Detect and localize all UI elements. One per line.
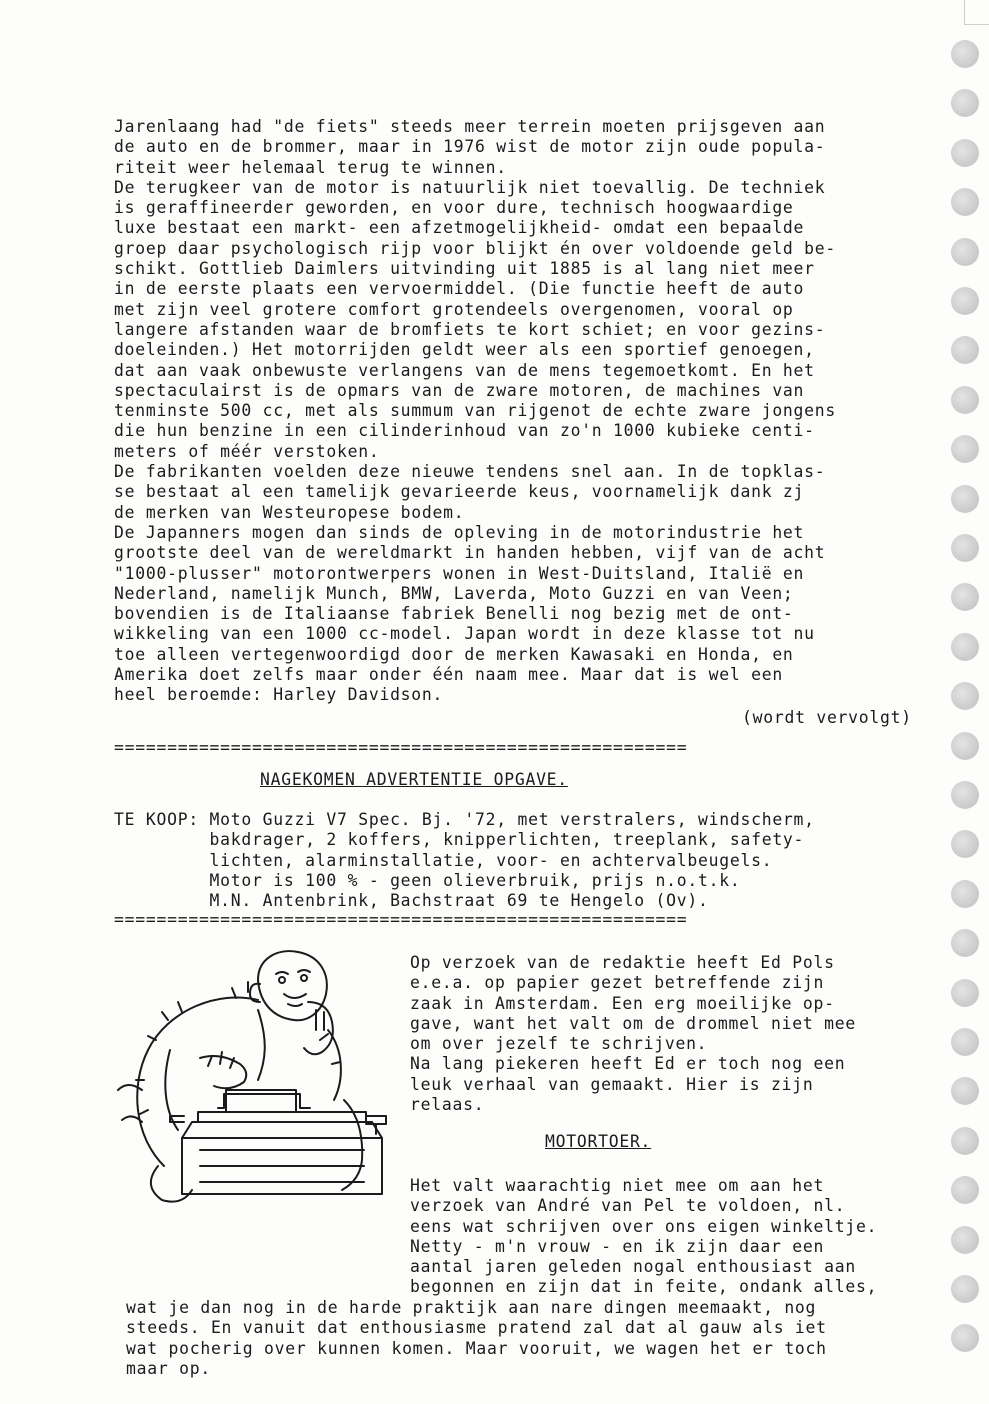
story-text-full [126,1298,827,1379]
binder-hole [951,1324,979,1352]
text-line: lichten, alarminstallatie, voor- en achtervalbeugels. [114,850,773,870]
text-line: se bestaat al een tamelijk gevarieerde keus, voornamelijk dank zj [114,482,805,502]
text-line: wat pocherig over kunnen komen. Maar vooruit, we wagen het er toch [126,1338,827,1358]
binder-hole [951,1127,979,1155]
text-line: in de eerste plaats een vervoermiddel. (Die functie heeft de auto [114,279,805,299]
text-line: Amerika doet zelfs maar onder één naam mee. Maar dat is wel een [114,665,783,685]
binder-hole [951,583,979,611]
text-line: is geraffineerder geworden, en voor dure, technisch hoogwaardige [114,198,794,218]
text-line: Jarenlaang had "de fiets" steeds meer terrein moeten prijsgeven aan [114,117,826,136]
text-line: TE KOOP: Moto Guzzi V7 Spec. Bj. '72, met verstralers, windscherm, [114,810,815,829]
text-line: zaak in Amsterdam. Een erg moeilijke op- [410,993,835,1013]
binder-holes [951,40,981,1404]
text-line: schikt. Gottlieb Daimlers uitvinding uit 1885 is al lang niet meer [114,259,815,279]
text-line: Nederland, namelijk Munch, BMW, Laverda, Moto Guzzi en van Veen; [114,583,794,603]
text-line: bovendien is de Italiaanse fabriek Benelli nog bezig met de ont- [114,604,794,624]
text-line: maar op. [126,1358,211,1378]
text-line: de merken van Westeuropese bodem. [114,502,465,522]
text-line: leuk verhaal van gemaakt. Hier is zijn [410,1074,814,1094]
binder-hole [951,880,979,908]
separator-bottom: ====================================================== [114,910,688,929]
text-line: De Japanners mogen dan sinds de opleving in de motorindustrie het [114,522,805,542]
binder-hole [951,188,979,216]
text-line: de auto en de brommer, maar in 1976 wist de motor zijn oude popula- [114,137,826,157]
monkey-at-typewriter-icon [108,940,400,1210]
text-line: e.e.a. op papier gezet betreffende zijn [410,973,825,993]
binder-hole [951,1226,979,1254]
text-line: bakdrager, 2 koffers, knipperlichten, treeplank, safety- [114,830,805,850]
continued-note: (wordt vervolgt) [742,708,912,727]
text-line: die hun benzine in een cilinderinhoud van zo'n 1000 kubieke centi- [114,421,815,441]
intro-text [410,953,856,1115]
binder-hole [951,979,979,1007]
text-line: spectaculairst is de opmars van de zware motoren, de machines van [114,380,805,400]
text-line: wikkeling van een 1000 cc-model. Japan wordt in deze klasse tot nu [114,624,815,644]
text-line: eens wat schrijven over ons eigen winkeltje. [410,1216,878,1236]
binder-hole [951,1028,979,1056]
binder-hole [951,287,979,315]
text-line: Op verzoek van de redaktie heeft Ed Pols [410,953,835,972]
text-line: om over jezelf te schrijven. [410,1034,708,1054]
text-line: Motor is 100 % - geen olieverbruik, prijs n.o.t.k. [114,870,741,890]
binder-hole [951,238,979,266]
binder-hole [951,781,979,809]
text-line: De terugkeer van de motor is natuurlijk niet toevallig. De techniek [114,177,826,197]
binder-hole [951,1275,979,1303]
separator-top: ====================================================== [114,738,688,757]
ad-heading: NAGEKOMEN ADVERTENTIE OPGAVE. [260,770,568,789]
text-line: tenminste 500 cc, met als summum van rijgenot de echte zware jongens [114,401,837,421]
story-text-right [410,1176,877,1298]
text-line: steeds. En vanuit dat enthousiasme pratend zal dat al gauw als iet [126,1318,827,1338]
binder-hole [951,386,979,414]
binder-hole [951,89,979,117]
binder-hole [951,534,979,562]
text-line: De fabrikanten voelden deze nieuwe tendens snel aan. In de topklas- [114,462,826,482]
binder-hole [951,139,979,167]
text-line: Na lang piekeren heeft Ed er toch nog een [410,1054,846,1074]
text-line: meters of méér verstoken. [114,441,380,461]
text-line: heel beroemde: Harley Davidson. [114,685,444,705]
text-line: begonnen en zijn dat in feite, ondank alles, [410,1277,878,1297]
binder-hole [951,830,979,858]
text-line: dat aan vaak onbewuste verlangens van de mens tegemoetkomt. En het [114,360,815,380]
text-line: langere afstanden waar de bromfiets te kort schiet; en voor gezins- [114,319,826,339]
text-line: luxe bestaat een markt- een afzetmogelijkheid- omdat een bepaalde [114,218,805,238]
binder-hole [951,929,979,957]
text-line: aantal jaren geleden nogal enthousiast aan [410,1257,856,1277]
binder-hole [951,40,979,68]
text-line: verzoek van André van Pel te voldoen, nl. [410,1196,846,1216]
binder-hole [951,682,979,710]
text-line: wat je dan nog in de harde praktijk aan nare dingen meemaakt, nog [126,1298,817,1317]
story-heading: MOTORTOER. [545,1132,652,1151]
text-line: doeleinden.) Het motorrijden geldt weer als een sportief genoegen, [114,340,815,360]
text-line: groep daar psychologisch rijp voor blijkt én over voldoende geld be- [114,238,837,258]
text-line: grootste deel van de wereldmarkt in handen hebben, vijf van de acht [114,543,826,563]
text-line: "1000-plusser" motorontwerpers wonen in West-Duitsland, Italië en [114,563,805,583]
binder-hole [951,1176,979,1204]
binder-hole [951,1077,979,1105]
text-line: Het valt waarachtig niet mee om aan het [410,1176,825,1195]
text-line: M.N. Antenbrink, Bachstraat 69 te Hengelo (Ov). [114,891,709,911]
page-corner [964,0,989,25]
text-line: met zijn veel grotere comfort grotendeels overgenomen, vooral op [114,299,794,319]
text-line: relaas. [410,1095,485,1115]
binder-hole [951,732,979,760]
binder-hole [951,336,979,364]
binder-hole [951,485,979,513]
text-line: toe alleen vertegenwoordigd door de merken Kawasaki en Honda, en [114,644,794,664]
article-text [114,117,836,706]
binder-hole [951,435,979,463]
text-line: riteit weer helemaal terug te winnen. [114,157,507,177]
text-line: Netty - m'n vrouw - en ik zijn daar een [410,1236,825,1256]
text-line: gave, want het valt om de drommel niet mee [410,1013,856,1033]
ad-text [114,810,815,911]
binder-hole [951,633,979,661]
